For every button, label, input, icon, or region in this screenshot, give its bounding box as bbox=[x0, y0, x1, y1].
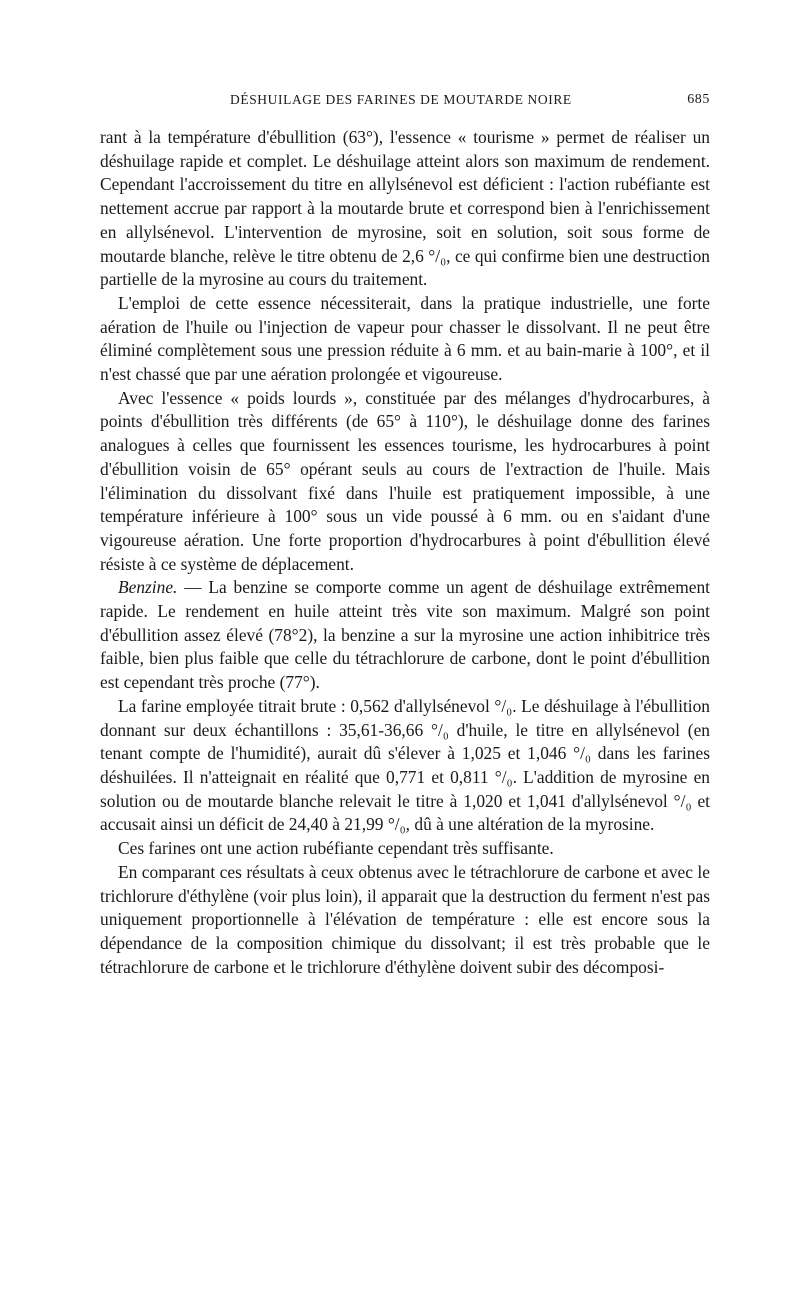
paragraph-7: En comparant ces résultats à ceux obtenus avec le tétrachlorure de carbone et avec le trichlorure d'éthylène (voir plus loin), il apparait que la destruction du ferment n'est pas uniquement proportionnelle à l'élévation de température : elle est encore sous la dépendance de la composition chimique du dissolvant; il est très probable que le tétrachlorure de carbone et le trichlorure d'éthylène doivent subir des décomposi- bbox=[100, 861, 710, 977]
paragraph-4 bbox=[100, 576, 710, 695]
paragraph-5: La farine employée titrait brute : 0,562 d'allylsénevol °/₀. Le déshuilage à l'ébullition donnant sur deux échantillons : 35,61-36,66 °/₀ d'huile, le titre en allylsénevol (en tenant compte de l'humidité), aurait dû s'élever à 1,025 et 1,046 °/₀ dans les farines déshuilées. Il n'atteignait en réalité que 0,771 et 0,811 °/₀. L'addition de myrosine en solution ou de moutarde blanche relevait le titre à 1,020 et 1,041 d'allylsénevol °/₀ et accusait ainsi un déficit de 24,40 à 21,99 °/₀, dû à une altération de la myrosine. bbox=[100, 695, 710, 835]
document-page bbox=[100, 0, 710, 979]
body-text bbox=[100, 126, 710, 979]
paragraph-6: Ces farines ont une action rubéfiante cependant très suffisante. bbox=[118, 838, 554, 859]
section-lead-benzine: Benzine. bbox=[118, 577, 178, 598]
paragraph-3: Avec l'essence « poids lourds », constituée par des mélanges d'hydrocarbures, à points d'ébullition très différents (de 65° à 110°), le déshuilage donne des farines analogues à celles que fournissent les essences tourisme, les hydrocarbures à point d'ébullition voisin de 65° opérant seuls au cours de l'extraction de l'huile. Mais l'élimination du dissolvant fixé dans l'huile est pratiquement impossible, à une température inférieure à 100° sous un vide poussé à 6 mm. ou en s'aidant d'une vigoureuse aération. Une forte proportion d'hydrocarbures à point d'ébullition élevé résiste à ce système de déplacement. bbox=[100, 387, 710, 574]
paragraph-4-text: — La benzine se comporte comme un agent de déshuilage extrêmement rapide. Le rendement en huile atteint très vite son maximum. Malgré son point d'ébullition assez élevé (78°2), la benzine a sur la myrosine une action inhibitrice très faible, bien plus faible que celle du tétrachlorure de carbone, dont le point d'ébullition est cependant très proche (77°). bbox=[100, 577, 710, 693]
paragraph-1: rant à la température d'ébullition (63°), l'essence « tourisme » permet de réaliser un déshuilage rapide et complet. Le déshuilage atteint alors son maximum de rendement. Cependant l'accroissement du titre en allylsénevol est déficient : l'action rubéfiante est nettement accrue par rapport à la moutarde brute et correspond bien à l'enrichissement en allylsénevol. L'intervention de myrosine, soit en solution, soit sous forme de moutarde blanche, relève le titre obtenu de 2,6 °/₀, ce qui confirme bien une destruction partielle de la myrosine au cours du traitement. bbox=[100, 127, 710, 290]
running-title: DÉSHUILAGE DES FARINES DE MOUTARDE NOIRE bbox=[230, 92, 572, 107]
page-number: 685 bbox=[687, 92, 710, 107]
paragraph-2: L'emploi de cette essence nécessiterait, dans la pratique industrielle, une forte aération de l'huile ou l'injection de vapeur pour chasser le dissolvant. Il ne peut être éliminé complètement sous une pression réduite à 6 mm. et au bain-marie à 100°, et il n'est chassé que par une aération prolongée et vigoureuse. bbox=[100, 292, 710, 385]
running-header bbox=[100, 92, 710, 118]
